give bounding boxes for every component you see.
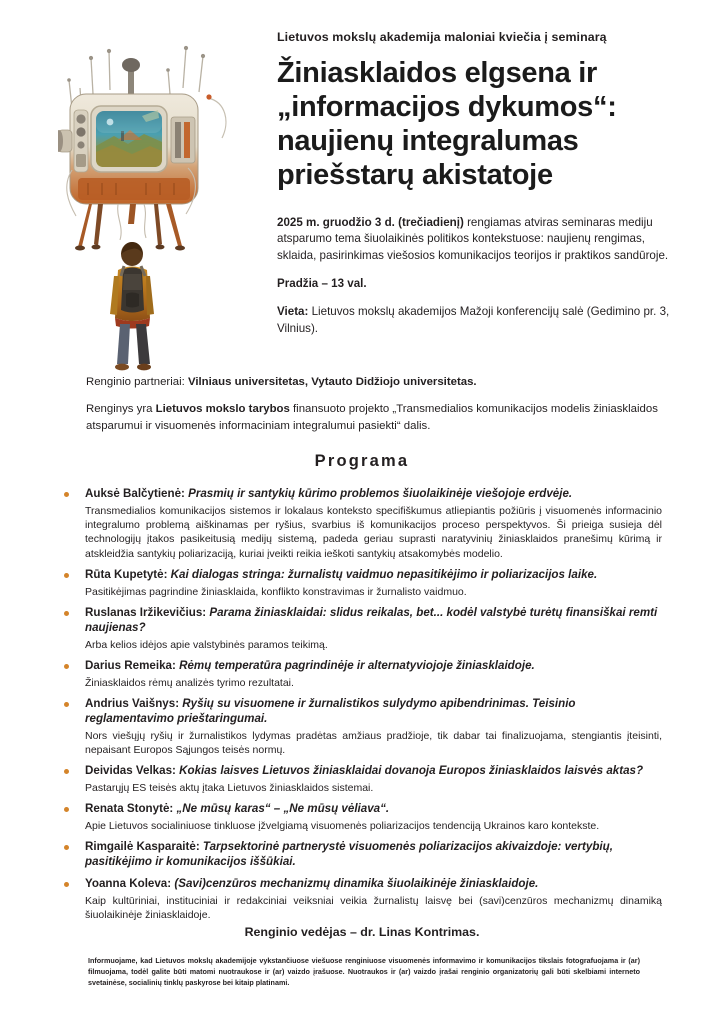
program-item-heading [85, 764, 664, 779]
talk-title: Tarpsektorinė partnerystė visuomenės poliarizacijos akivaizdoje: vertybių, pasitikėjimo ir komunikacijos iššūkiai. [85, 840, 613, 869]
speaker-name: Rūta Kupetytė: [85, 567, 171, 581]
tv-legs [78, 204, 182, 247]
program-item [64, 659, 664, 690]
kicker-line: Lietuvos mokslų akademija maloniai kviečia į seminarą [277, 30, 607, 44]
retro-tv-robot-illustration [58, 18, 268, 378]
talk-description: Transmedialios komunikacijos sistemos ir lokalaus konteksto specifiškumus atliepiantis požiūris į visuomenės informacinio integralumo problemą aiškinamas per ryšius, svarbius iš komunikacijos proceso perspektyvos. Ši prieiga susieja dėl technologijų įtakos pasikeitusią medijų sistemą, padeda geriau suprasti naratyvinių žiniasklaidos pranešimų kūrimą ir atskleidžia santykių poliarizaciją, kuriai įveikti reikia ieškoti santykių atsakomybės modelio. [85, 504, 662, 560]
program-item [64, 877, 664, 922]
moderator-line: Renginio vedėjas – dr. Linas Kontrimas. [244, 925, 480, 939]
funding-rest: finansuoto projekto „Transmedialios komunikacijos modelis žiniasklaidos atsparumui ir visuomenės informaciniam integralumui pasiekti“ dalis. [86, 403, 658, 433]
talk-description: Apie Lietuvos socialiniuose tinkluose įžvelgiamą visuomenės poliarizacijos tendenciją Ukrainos karo kontekste. [85, 820, 600, 833]
partners-line [86, 374, 686, 391]
program-item [64, 840, 664, 870]
program-item-heading [85, 697, 664, 727]
funding-line [86, 401, 686, 435]
talk-title: Rėmų temperatūra pagrindinėje ir alternatyviojoje žiniasklaidoje. [179, 658, 535, 672]
speaker-name: Deividas Velkas: [85, 764, 180, 778]
program-item [64, 697, 664, 757]
talk-title: „Ne mūsų karas“ – „Ne mūsų vėliava“. [176, 802, 390, 816]
event-date-rest: rengiamas atviras seminaras mediju atsparumo tema šiuolaikinės politikos kontekstuose: naujienų rengimas, sklaida, pasirinkimas viešosios komunikacijos teorijos ir praktikos sandūroje. [277, 215, 669, 263]
program-item-heading [85, 606, 664, 636]
page-title [277, 57, 687, 193]
program-item [64, 606, 664, 652]
screen-glare [96, 111, 162, 133]
speaker-name: Auksė Balčytienė: [85, 487, 189, 500]
headline-line-3: naujienų integralumas [277, 124, 579, 157]
tv-dials [74, 110, 88, 172]
bullet-icon [64, 664, 69, 669]
program-item [64, 802, 664, 833]
speaker-name: Darius Remeika: [85, 658, 180, 672]
speaker-name: Rimgailė Kasparaitė: [85, 840, 203, 854]
partners-names: Vilniaus universitetas, Vytauto Didžiojo universitetas. [187, 376, 477, 388]
program-item-heading [85, 840, 664, 870]
program-item-heading [85, 568, 664, 583]
program-heading: Programa [314, 452, 410, 470]
event-start-bold: Pradžia – 13 val. [277, 277, 367, 291]
talk-title: Parama žiniasklaidai: slidus reikalas, bet... kodėl valstybė turėtų finansiškai remti naujienas? [85, 605, 658, 634]
event-venue [277, 304, 687, 338]
program-list [64, 487, 664, 929]
talk-title: Kokias laisves Lietuvos žiniasklaidai dovanoja Europos žiniasklaidos laisvės aktas? [179, 764, 644, 778]
program-item [64, 568, 664, 599]
bullet-icon [64, 807, 69, 812]
bullet-icon [64, 492, 69, 497]
boy-figure [110, 242, 154, 370]
funding-prefix: Renginys yra [86, 403, 156, 416]
partners-prefix: Renginio partneriai: [86, 376, 188, 388]
right-wire [208, 98, 226, 138]
illustration-svg [58, 18, 268, 378]
talk-title: (Savi)cenzūros mechanizmų dinamika šiuolaikinėje žiniasklaidoje. [174, 877, 539, 891]
program-item-heading [85, 487, 664, 502]
headline-line-1: Žiniasklaidos elgsena ir [277, 56, 597, 89]
talk-title: Ryšių su visuomene ir žurnalistikos sulydymo apibendrinimas. Teisinio reglamentavimo prieštaringumai. [85, 697, 576, 725]
speaker-name: Andrius Vaišnys: [85, 697, 183, 710]
mast-cap [122, 58, 140, 72]
funding-funder: Lietuvos mokslo tarybos [155, 403, 290, 416]
event-date-paragraph [277, 215, 687, 266]
headline-line-4: priešstarų akistatoje [277, 158, 553, 191]
headline-line-2: „informacijos dykumos“: [277, 90, 617, 123]
event-meta [277, 215, 687, 339]
bullet-icon [64, 702, 69, 707]
program-item-heading [85, 802, 664, 817]
program-item [64, 487, 664, 561]
talk-title: Kai dialogas stringa: žurnalistų vaidmuo nepasitikėjimo ir poliarizacijos laike. [170, 567, 598, 581]
venue-label: Vieta: [277, 305, 309, 319]
bullet-icon [64, 882, 69, 887]
tv-right-port [171, 117, 195, 163]
tv-lower-band [78, 178, 190, 200]
speaker-name: Ruslanas Iržikevičius: [85, 605, 210, 619]
speaker-name: Renata Stonytė: [85, 802, 177, 816]
bullet-icon [64, 845, 69, 850]
tv-lens-barrel [58, 130, 72, 152]
talk-title: Prasmių ir santykių kūrimo problemos šiuolaikinėje viešojoje erdvėje. [188, 487, 573, 500]
wire-node [206, 94, 211, 99]
program-item-heading [85, 877, 664, 892]
privacy-disclaimer: Informuojame, kad Lietuvos mokslų akademijoje vykstančiuose viešuose renginiuose visuomenės informavimo ir komunikacijos tikslais fotografuojama ir (ar) filmuojama, todėl galite būti matomi nuotraukose ir (ar) vaizdo įrašuose. Nuotraukos ir (ar) vaizdo įrašai renginio organizatorių gali būti skelbiami interneto svetainėse, socialinių tinklų paskyrose bei kitaip platinami. [88, 956, 640, 987]
event-start-time [277, 276, 687, 293]
talk-description: Žiniasklaidos rėmų analizės tyrimo rezultatai. [85, 676, 294, 689]
program-item-heading [85, 659, 664, 674]
speaker-name: Yoanna Koleva: [85, 877, 175, 891]
venue-text: Lietuvos mokslų akademijos Mažoji konferencijų salė (Gedimino pr. 3, Vilnius). [277, 305, 670, 336]
talk-description: Kaip kultūriniai, instituciniai ir redakciniai veiksniai veikia žurnalistų laisvę bei (savi)cenzūros mechanizmų dinamiką šiuolaikinėje žiniasklaidoje. [85, 894, 662, 922]
event-date-bold: 2025 m. gruodžio 3 d. (trečiadienį) [277, 215, 464, 229]
header-column [277, 30, 687, 338]
program-item [64, 764, 664, 795]
bullet-icon [64, 573, 69, 578]
bullet-icon [64, 611, 69, 616]
talk-description: Arba kelios idėjos apie valstybinės paramos teikimą. [85, 638, 328, 651]
talk-description: Pasitikėjimas pagrindine žiniasklaida, konflikto konstravimas ir žurnalisto vaidmuo. [85, 585, 467, 598]
talk-description: Pastarųjų ES teisės aktų įtaka Lietuvos žiniasklaidos sistemai. [85, 782, 374, 795]
partners-block [86, 374, 686, 435]
talk-description: Nors viešųjų ryšių ir žurnalistikos lydymas pradėtas amžiaus pradžioje, tik dabar tai finalizuojama, stengiantis įteisinti, nepaisant Europos Sąjungos teisės normų. [85, 729, 662, 756]
bullet-icon [64, 769, 69, 774]
